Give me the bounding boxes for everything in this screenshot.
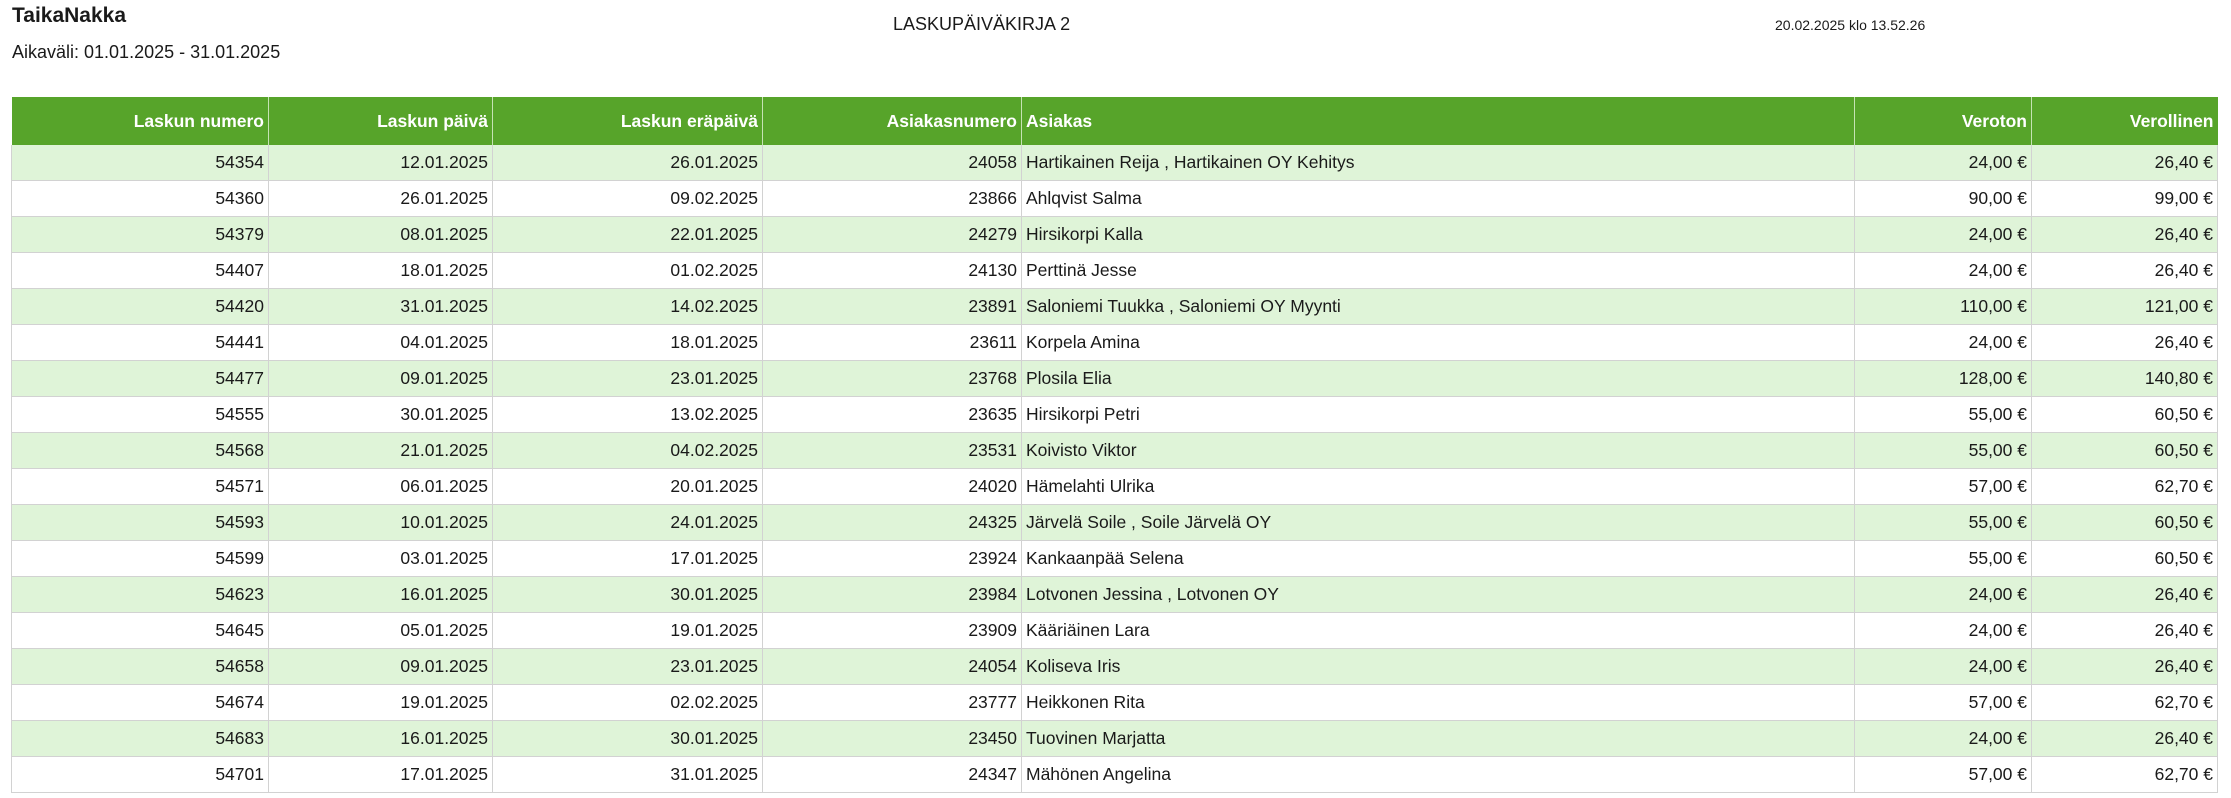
cell-invoice-date: 10.01.2025 bbox=[269, 505, 493, 541]
column-header-invoice-date: Laskun päivä bbox=[269, 97, 493, 145]
cell-invoice-number: 54360 bbox=[12, 181, 269, 217]
cell-invoice-date: 31.01.2025 bbox=[269, 289, 493, 325]
column-header-invoice-number: Laskun numero bbox=[12, 97, 269, 145]
cell-gross-amount: 26,40 € bbox=[2032, 325, 2218, 361]
table-row bbox=[12, 613, 2218, 649]
cell-due-date: 19.01.2025 bbox=[493, 613, 763, 649]
cell-invoice-date: 30.01.2025 bbox=[269, 397, 493, 433]
cell-net-amount: 57,00 € bbox=[1855, 685, 2032, 721]
date-range: Aikaväli: 01.01.2025 - 31.01.2025 bbox=[12, 42, 281, 62]
cell-customer: Saloniemi Tuukka , Saloniemi OY Myynti bbox=[1022, 289, 1855, 325]
cell-customer-number: 23450 bbox=[763, 721, 1022, 757]
cell-gross-amount: 60,50 € bbox=[2032, 433, 2218, 469]
cell-customer-number: 23777 bbox=[763, 685, 1022, 721]
cell-gross-amount: 26,40 € bbox=[2032, 577, 2218, 613]
cell-customer-number: 24279 bbox=[763, 217, 1022, 253]
cell-due-date: 09.02.2025 bbox=[493, 181, 763, 217]
cell-due-date: 01.02.2025 bbox=[493, 253, 763, 289]
cell-due-date: 22.01.2025 bbox=[493, 217, 763, 253]
cell-net-amount: 24,00 € bbox=[1855, 721, 2032, 757]
cell-customer: Korpela Amina bbox=[1022, 325, 1855, 361]
cell-due-date: 24.01.2025 bbox=[493, 505, 763, 541]
cell-invoice-date: 03.01.2025 bbox=[269, 541, 493, 577]
header-row bbox=[12, 97, 2218, 145]
cell-customer: Plosila Elia bbox=[1022, 361, 1855, 397]
cell-invoice-date: 17.01.2025 bbox=[269, 757, 493, 793]
cell-invoice-date: 18.01.2025 bbox=[269, 253, 493, 289]
cell-net-amount: 55,00 € bbox=[1855, 397, 2032, 433]
cell-due-date: 02.02.2025 bbox=[493, 685, 763, 721]
cell-net-amount: 57,00 € bbox=[1855, 469, 2032, 505]
column-header-customer-number: Asiakasnumero bbox=[763, 97, 1022, 145]
cell-net-amount: 24,00 € bbox=[1855, 145, 2032, 181]
cell-customer-number: 23909 bbox=[763, 613, 1022, 649]
cell-customer-number: 23924 bbox=[763, 541, 1022, 577]
cell-customer: Hartikainen Reija , Hartikainen OY Kehitys bbox=[1022, 145, 1855, 181]
table-row bbox=[12, 289, 2218, 325]
cell-due-date: 31.01.2025 bbox=[493, 757, 763, 793]
cell-invoice-number: 54354 bbox=[12, 145, 269, 181]
cell-gross-amount: 26,40 € bbox=[2032, 613, 2218, 649]
cell-invoice-number: 54407 bbox=[12, 253, 269, 289]
cell-gross-amount: 26,40 € bbox=[2032, 649, 2218, 685]
cell-gross-amount: 26,40 € bbox=[2032, 145, 2218, 181]
table-row bbox=[12, 217, 2218, 253]
cell-gross-amount: 60,50 € bbox=[2032, 505, 2218, 541]
cell-due-date: 23.01.2025 bbox=[493, 649, 763, 685]
cell-customer-number: 24058 bbox=[763, 145, 1022, 181]
cell-gross-amount: 26,40 € bbox=[2032, 217, 2218, 253]
cell-invoice-number: 54674 bbox=[12, 685, 269, 721]
cell-invoice-number: 54623 bbox=[12, 577, 269, 613]
cell-net-amount: 24,00 € bbox=[1855, 325, 2032, 361]
cell-invoice-number: 54593 bbox=[12, 505, 269, 541]
table-row bbox=[12, 469, 2218, 505]
cell-due-date: 14.02.2025 bbox=[493, 289, 763, 325]
cell-net-amount: 24,00 € bbox=[1855, 217, 2032, 253]
cell-customer-number: 23891 bbox=[763, 289, 1022, 325]
cell-invoice-number: 54477 bbox=[12, 361, 269, 397]
cell-net-amount: 24,00 € bbox=[1855, 577, 2032, 613]
cell-invoice-date: 19.01.2025 bbox=[269, 685, 493, 721]
cell-invoice-number: 54568 bbox=[12, 433, 269, 469]
cell-invoice-number: 54658 bbox=[12, 649, 269, 685]
cell-net-amount: 128,00 € bbox=[1855, 361, 2032, 397]
cell-gross-amount: 99,00 € bbox=[2032, 181, 2218, 217]
cell-due-date: 20.01.2025 bbox=[493, 469, 763, 505]
cell-customer: Järvelä Soile , Soile Järvelä OY bbox=[1022, 505, 1855, 541]
table-row bbox=[12, 649, 2218, 685]
cell-gross-amount: 121,00 € bbox=[2032, 289, 2218, 325]
cell-customer: Mähönen Angelina bbox=[1022, 757, 1855, 793]
cell-customer-number: 23768 bbox=[763, 361, 1022, 397]
cell-invoice-number: 54379 bbox=[12, 217, 269, 253]
cell-due-date: 23.01.2025 bbox=[493, 361, 763, 397]
table-row bbox=[12, 253, 2218, 289]
cell-customer-number: 24130 bbox=[763, 253, 1022, 289]
cell-customer: Ahlqvist Salma bbox=[1022, 181, 1855, 217]
cell-invoice-number: 54599 bbox=[12, 541, 269, 577]
cell-net-amount: 55,00 € bbox=[1855, 433, 2032, 469]
cell-customer-number: 24325 bbox=[763, 505, 1022, 541]
cell-customer: Hirsikorpi Kalla bbox=[1022, 217, 1855, 253]
cell-due-date: 13.02.2025 bbox=[493, 397, 763, 433]
table-row bbox=[12, 433, 2218, 469]
cell-customer: Koliseva Iris bbox=[1022, 649, 1855, 685]
cell-net-amount: 55,00 € bbox=[1855, 505, 2032, 541]
cell-customer-number: 24347 bbox=[763, 757, 1022, 793]
table-row bbox=[12, 145, 2218, 181]
cell-gross-amount: 62,70 € bbox=[2032, 469, 2218, 505]
cell-due-date: 04.02.2025 bbox=[493, 433, 763, 469]
column-header-net-amount: Veroton bbox=[1855, 97, 2032, 145]
cell-gross-amount: 140,80 € bbox=[2032, 361, 2218, 397]
cell-invoice-number: 54701 bbox=[12, 757, 269, 793]
cell-net-amount: 24,00 € bbox=[1855, 253, 2032, 289]
cell-customer: Hämelahti Ulrika bbox=[1022, 469, 1855, 505]
cell-invoice-date: 12.01.2025 bbox=[269, 145, 493, 181]
table-row bbox=[12, 505, 2218, 541]
cell-net-amount: 24,00 € bbox=[1855, 613, 2032, 649]
cell-customer-number: 23984 bbox=[763, 577, 1022, 613]
cell-invoice-date: 08.01.2025 bbox=[269, 217, 493, 253]
company-name: TaikaNakka bbox=[12, 4, 127, 27]
cell-customer: Kankaanpää Selena bbox=[1022, 541, 1855, 577]
cell-customer: Hirsikorpi Petri bbox=[1022, 397, 1855, 433]
cell-invoice-date: 09.01.2025 bbox=[269, 361, 493, 397]
cell-customer-number: 23866 bbox=[763, 181, 1022, 217]
column-header-gross-amount: Verollinen bbox=[2032, 97, 2218, 145]
table-row bbox=[12, 541, 2218, 577]
cell-due-date: 17.01.2025 bbox=[493, 541, 763, 577]
cell-invoice-number: 54645 bbox=[12, 613, 269, 649]
cell-net-amount: 57,00 € bbox=[1855, 757, 2032, 793]
cell-gross-amount: 26,40 € bbox=[2032, 253, 2218, 289]
table-row bbox=[12, 181, 2218, 217]
cell-invoice-date: 26.01.2025 bbox=[269, 181, 493, 217]
table-header bbox=[12, 97, 2218, 145]
table-row bbox=[12, 361, 2218, 397]
cell-customer-number: 24054 bbox=[763, 649, 1022, 685]
cell-customer-number: 23635 bbox=[763, 397, 1022, 433]
cell-gross-amount: 62,70 € bbox=[2032, 685, 2218, 721]
cell-net-amount: 24,00 € bbox=[1855, 649, 2032, 685]
table-row bbox=[12, 757, 2218, 793]
cell-invoice-date: 16.01.2025 bbox=[269, 721, 493, 757]
cell-invoice-date: 16.01.2025 bbox=[269, 577, 493, 613]
cell-invoice-number: 54441 bbox=[12, 325, 269, 361]
cell-due-date: 30.01.2025 bbox=[493, 577, 763, 613]
cell-gross-amount: 26,40 € bbox=[2032, 721, 2218, 757]
cell-customer-number: 23611 bbox=[763, 325, 1022, 361]
invoice-table bbox=[11, 97, 2218, 793]
column-header-customer: Asiakas bbox=[1022, 97, 1855, 145]
cell-customer: Koivisto Viktor bbox=[1022, 433, 1855, 469]
cell-gross-amount: 62,70 € bbox=[2032, 757, 2218, 793]
cell-customer: Heikkonen Rita bbox=[1022, 685, 1855, 721]
table-row bbox=[12, 685, 2218, 721]
cell-gross-amount: 60,50 € bbox=[2032, 541, 2218, 577]
cell-customer: Kääriäinen Lara bbox=[1022, 613, 1855, 649]
table-row bbox=[12, 577, 2218, 613]
cell-invoice-number: 54683 bbox=[12, 721, 269, 757]
cell-customer: Lotvonen Jessina , Lotvonen OY bbox=[1022, 577, 1855, 613]
cell-invoice-number: 54555 bbox=[12, 397, 269, 433]
cell-due-date: 18.01.2025 bbox=[493, 325, 763, 361]
cell-customer-number: 24020 bbox=[763, 469, 1022, 505]
table-row bbox=[12, 397, 2218, 433]
table-row bbox=[12, 721, 2218, 757]
cell-invoice-number: 54571 bbox=[12, 469, 269, 505]
cell-customer-number: 23531 bbox=[763, 433, 1022, 469]
cell-invoice-date: 09.01.2025 bbox=[269, 649, 493, 685]
cell-due-date: 26.01.2025 bbox=[493, 145, 763, 181]
report-title: LASKUPÄIVÄKIRJA 2 bbox=[893, 14, 1071, 34]
cell-net-amount: 110,00 € bbox=[1855, 289, 2032, 325]
table-row bbox=[12, 325, 2218, 361]
column-header-due-date: Laskun eräpäivä bbox=[493, 97, 763, 145]
cell-invoice-date: 06.01.2025 bbox=[269, 469, 493, 505]
cell-invoice-number: 54420 bbox=[12, 289, 269, 325]
table-body bbox=[12, 145, 2218, 793]
cell-net-amount: 55,00 € bbox=[1855, 541, 2032, 577]
cell-invoice-date: 21.01.2025 bbox=[269, 433, 493, 469]
generated-timestamp: 20.02.2025 klo 13.52.26 bbox=[1775, 17, 1926, 33]
cell-invoice-date: 04.01.2025 bbox=[269, 325, 493, 361]
cell-gross-amount: 60,50 € bbox=[2032, 397, 2218, 433]
cell-net-amount: 90,00 € bbox=[1855, 181, 2032, 217]
cell-customer: Tuovinen Marjatta bbox=[1022, 721, 1855, 757]
cell-customer: Perttinä Jesse bbox=[1022, 253, 1855, 289]
cell-invoice-date: 05.01.2025 bbox=[269, 613, 493, 649]
cell-due-date: 30.01.2025 bbox=[493, 721, 763, 757]
